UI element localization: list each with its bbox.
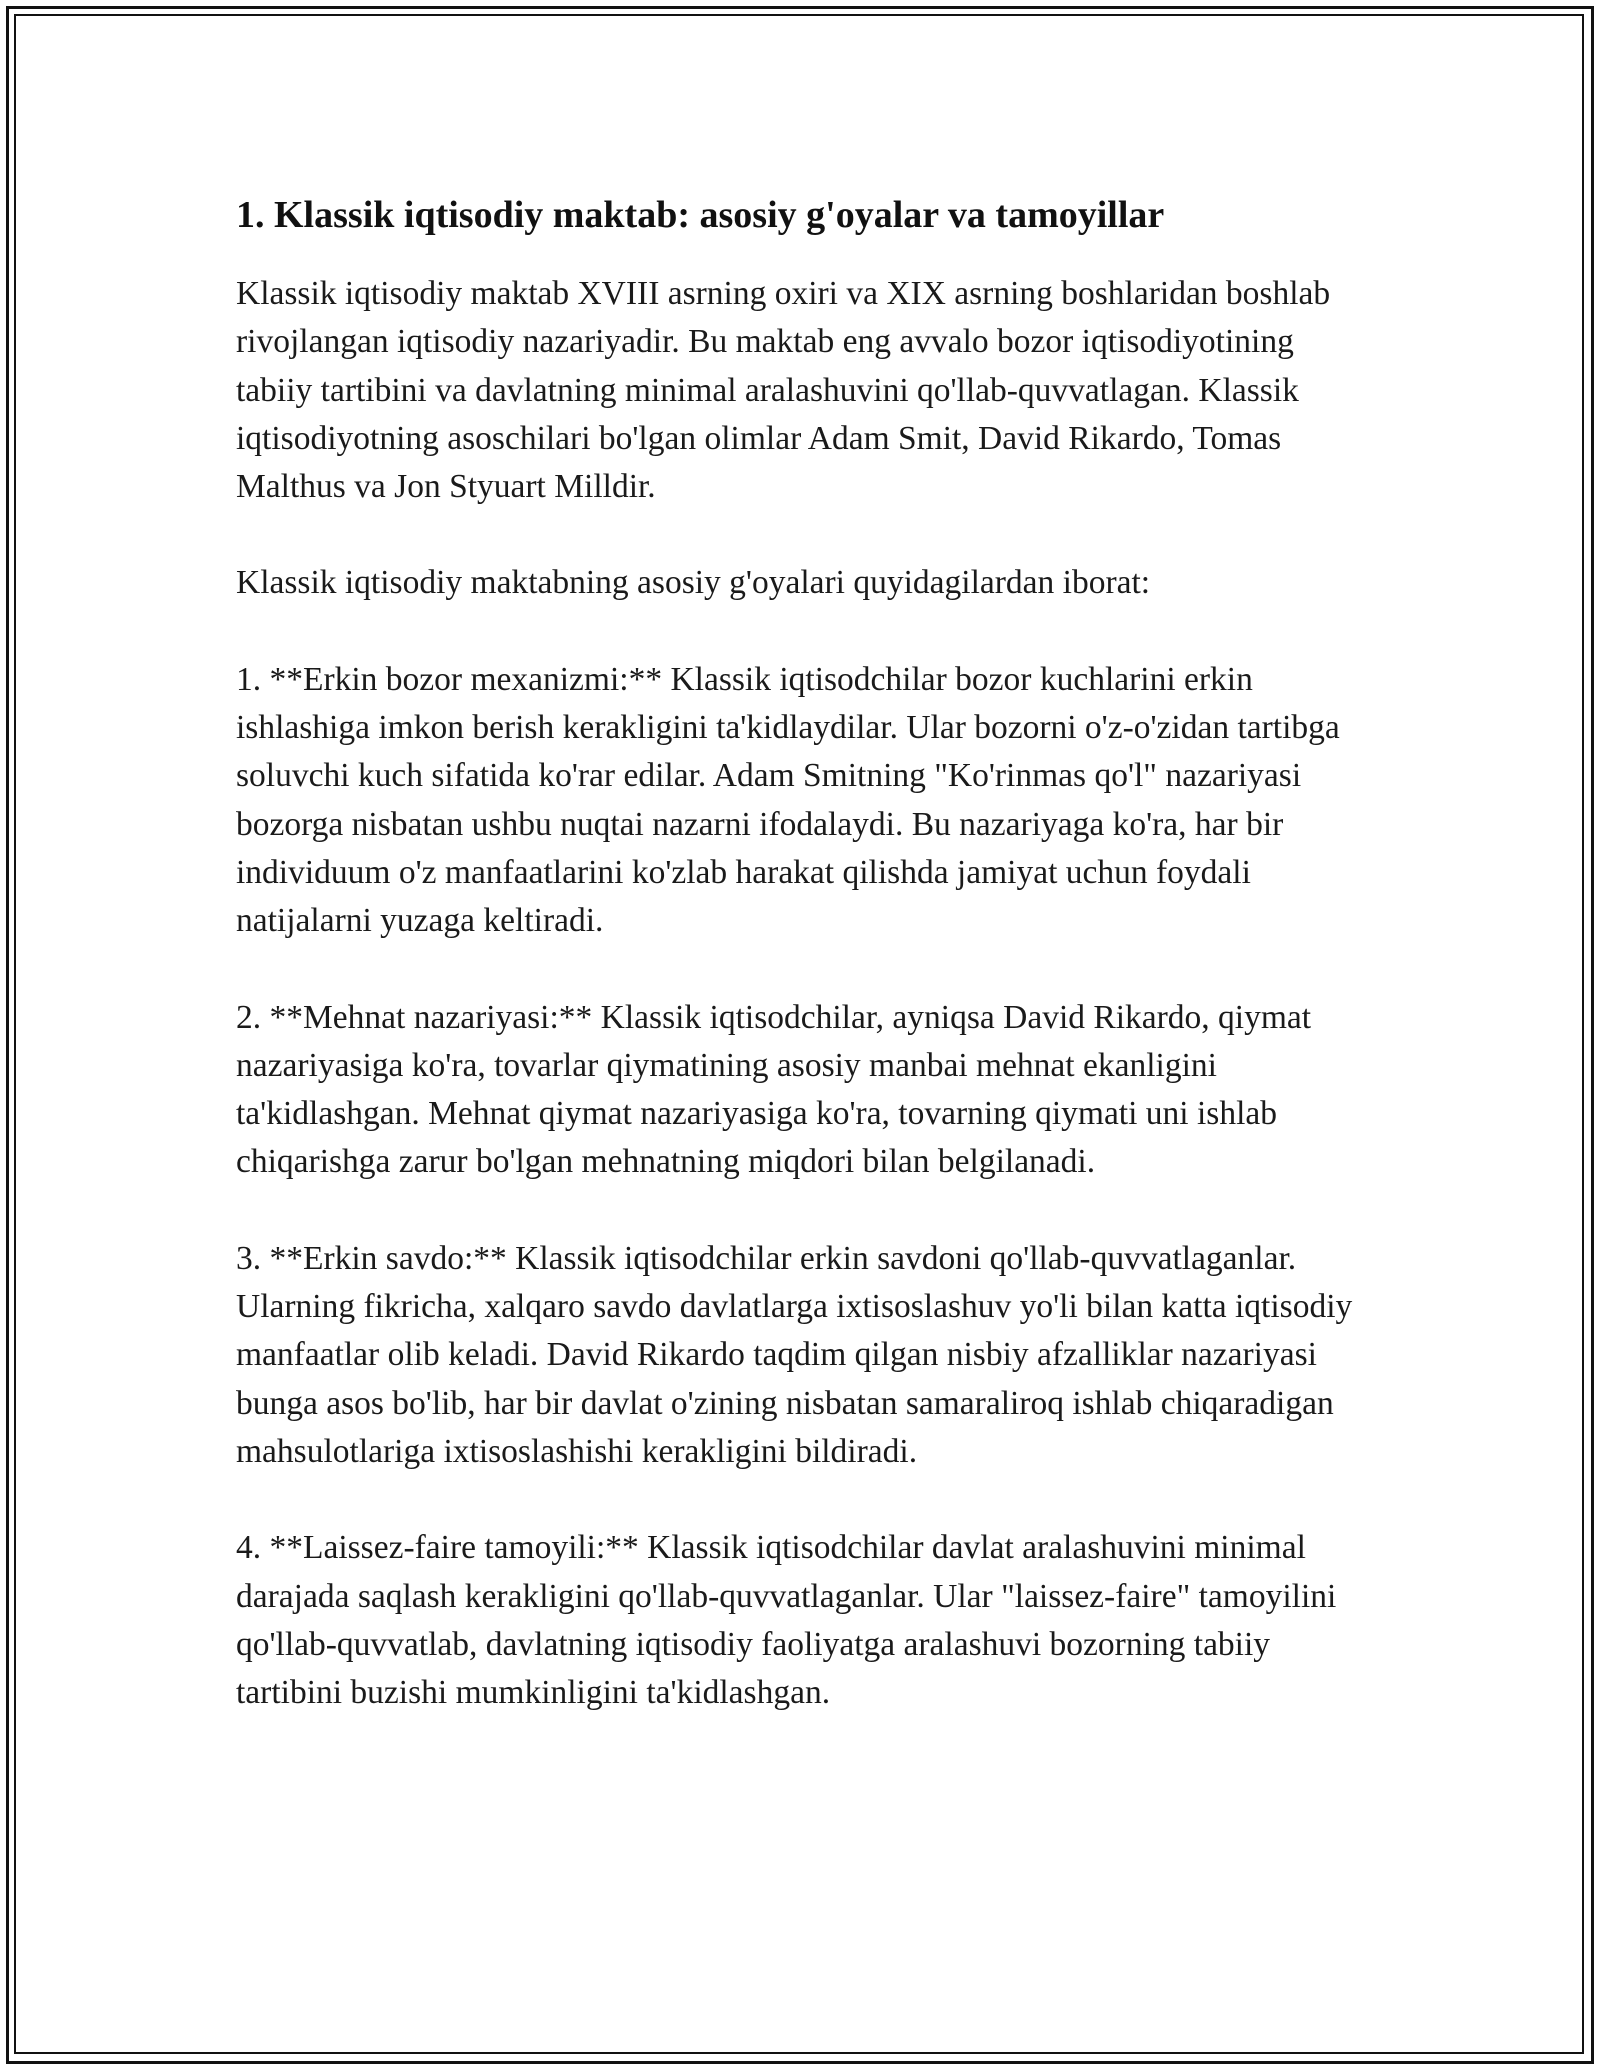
list-item-laissez-faire: 4. **Laissez-faire tamoyili:** Klassik iqtisodchilar davlat aralashuvini minimal darajada saqlash kerakligini qo'llab-quvvatlaganlar. Ular "laissez-faire" tamoyilini qo'llab-quvvatlab, davlatning iqtisodiy faoliyatga aralashuvi bozorning tabiiy tartibini buzishi mumkinligini ta'kidlashgan. xyxy=(236,1529,1337,1712)
lead-paragraph: Klassik iqtisodiy maktabning asosiy g'oyalari quyidagilardan iborat: xyxy=(236,564,1151,602)
list-item-free-trade: 3. **Erkin savdo:** Klassik iqtisodchilar erkin savdoni qo'llab-quvvatlaganlar. Ularning fikricha, xalqaro savdo davlatlarga ixtisoslashuv yo'li bilan katta iqtisodiy manfaatlar olib keladi. David Rikardo taqdim qilgan nisbiy afzalliklar nazariyasi bunga asos bo'lib, har bir davlat o'zining nisbatan samaraliroq ishlab chiqaradigan mahsulotlariga ixtisoslashishi kerakligini bildiradi. xyxy=(236,1239,1353,1470)
list-item-labor-theory: 2. **Mehnat nazariyasi:** Klassik iqtisodchilar, ayniqsa David Rikardo, qiymat nazariyasiga ko'ra, tovarlar qiymatining asosiy manbai mehnat ekanligini ta'kidlashgan. Mehnat qiymat nazariyasiga ko'ra, tovarning qiymati uni ishlab chiqarishga zarur bo'lgan mehnatning miqdori bilan belgilanadi. xyxy=(236,998,1312,1181)
list-item-free-market: 1. **Erkin bozor mexanizmi:** Klassik iqtisodchilar bozor kuchlarini erkin ishlashiga imkon berish kerakligini ta'kidlaydilar. Ular bozorni o'z-o'zidan tartibga soluvchi kuch sifatida ko'rar edilar. Adam Smitning "Ko'rinmas qo'l" nazariyasi bozorga nisbatan ushbu nuqtai nazarni ifodalaydi. Bu nazariyaga ko'ra, har bir individuum o'z manfaatlarini ko'zlab harakat qilishda jamiyat uchun foydali natijalarni yuzaga keltiradi. xyxy=(236,660,1340,940)
section-heading: 1. Klassik iqtisodiy maktab: asosiy g'oyalar va tamoyillar xyxy=(236,194,1165,236)
document-body xyxy=(236,188,1376,1765)
intro-paragraph: Klassik iqtisodiy maktab XVIII asrning oxiri va XIX asrning boshlaridan boshlab rivojlangan iqtisodiy nazariyadir. Bu maktab eng avvalo bozor iqtisodiyotining tabiiy tartibini va davlatning minimal aralashuvini qo'llab-quvvatlagan. Klassik iqtisodiyotning asoschilari bo'lgan olimlar Adam Smit, David Rikardo, Tomas Malthus va Jon Styuart Milldir. xyxy=(236,275,1331,506)
